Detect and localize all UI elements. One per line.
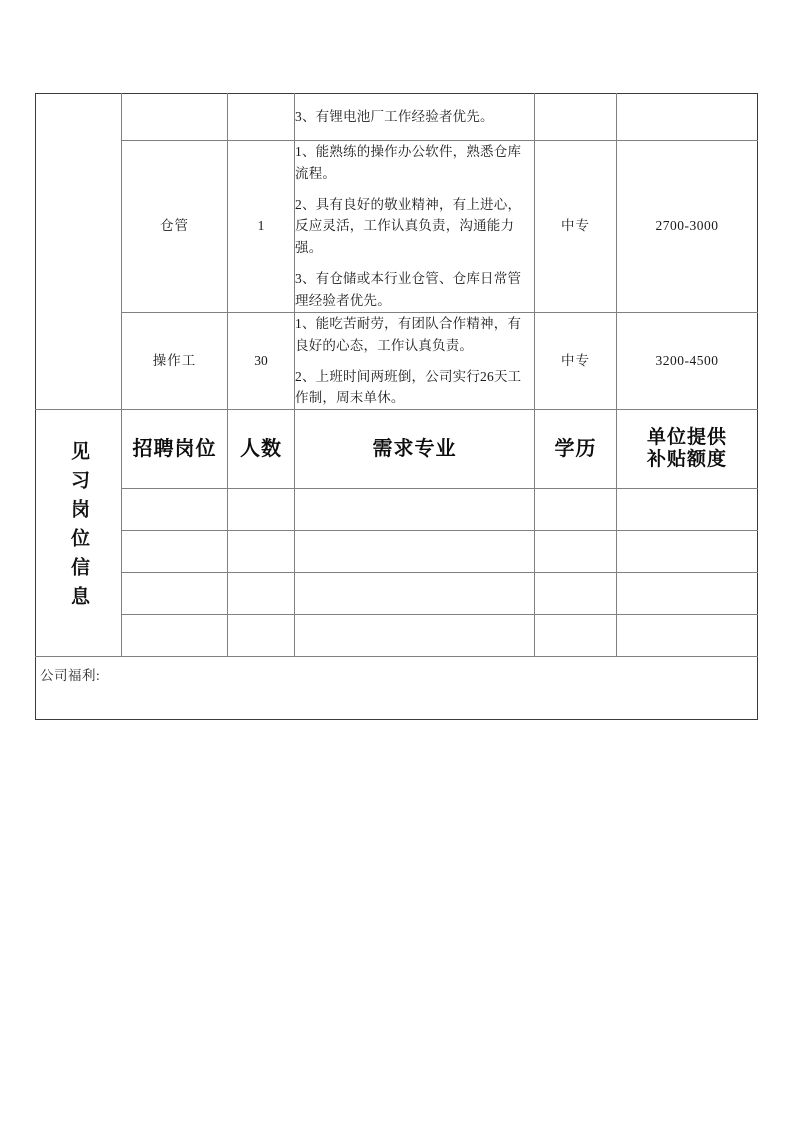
education-cell bbox=[535, 573, 617, 615]
table-row bbox=[36, 573, 758, 615]
subsidy-cell bbox=[617, 573, 758, 615]
benefits-cell bbox=[36, 657, 758, 720]
education-cell bbox=[535, 489, 617, 531]
position-cell: 操作工 bbox=[122, 312, 228, 409]
column-header-headcount: 人数 bbox=[228, 410, 295, 489]
requirement-line: 2、上班时间两班倒，公司实行26天工作制，周末单休。 bbox=[295, 368, 522, 406]
position-cell bbox=[122, 531, 228, 573]
education-cell: 中专 bbox=[535, 312, 617, 409]
requirement-line: 2、具有良好的敬业精神，有上进心，反应灵活，工作认真负责，沟通能力强。 bbox=[295, 196, 522, 256]
salary-cell: 3200-4500 bbox=[617, 312, 758, 409]
requirement-line: 1、能熟练的操作办公软件，熟悉仓库流程。 bbox=[295, 143, 522, 181]
headcount-cell bbox=[228, 573, 295, 615]
table-row bbox=[36, 312, 758, 409]
subsidy-cell bbox=[617, 489, 758, 531]
requirements-cell-continuation bbox=[295, 94, 535, 141]
subsidy-cell bbox=[617, 615, 758, 657]
education-cell bbox=[535, 531, 617, 573]
education-cell: 中专 bbox=[535, 140, 617, 312]
table-row-continuation bbox=[36, 94, 758, 141]
major-cell bbox=[295, 573, 535, 615]
requirement-line: 3、有仓储或本行业仓管、仓库日常管理经验者优先。 bbox=[295, 271, 522, 309]
position-cell-continuation bbox=[122, 94, 228, 141]
major-cell bbox=[295, 615, 535, 657]
column-header-subsidy-line1: 单位提供 bbox=[646, 426, 727, 448]
requirements-cell bbox=[295, 140, 535, 312]
benefits-label: 公司福利: bbox=[40, 668, 101, 684]
column-header-education: 学历 bbox=[535, 410, 617, 489]
column-header-major: 需求专业 bbox=[295, 410, 535, 489]
requirements-cell bbox=[295, 312, 535, 409]
position-cell bbox=[122, 489, 228, 531]
subsidy-cell bbox=[617, 531, 758, 573]
headcount-cell bbox=[228, 531, 295, 573]
table-row bbox=[36, 489, 758, 531]
major-cell bbox=[295, 489, 535, 531]
education-cell bbox=[535, 615, 617, 657]
headcount-cell bbox=[228, 489, 295, 531]
internship-section-label: 见习岗位信息 bbox=[68, 441, 89, 616]
recruitment-table bbox=[35, 93, 758, 720]
position-cell: 仓管 bbox=[122, 140, 228, 312]
column-header-subsidy-line2: 补贴额度 bbox=[646, 449, 727, 471]
headcount-cell bbox=[228, 615, 295, 657]
major-cell bbox=[295, 531, 535, 573]
salary-cell: 2700-3000 bbox=[617, 140, 758, 312]
salary-cell-continuation bbox=[617, 94, 758, 141]
headcount-cell: 30 bbox=[228, 312, 295, 409]
table-row bbox=[36, 531, 758, 573]
benefits-row bbox=[36, 657, 758, 720]
headcount-cell: 1 bbox=[228, 140, 295, 312]
headcount-cell-continuation bbox=[228, 94, 295, 141]
education-cell-continuation bbox=[535, 94, 617, 141]
upper-section-label-cell bbox=[36, 94, 122, 410]
column-header-subsidy bbox=[617, 410, 758, 489]
internship-header-row bbox=[36, 410, 758, 489]
internship-section-label-cell bbox=[36, 410, 122, 657]
table-row bbox=[36, 615, 758, 657]
table-row bbox=[36, 140, 758, 312]
requirement-line: 3、有锂电池厂工作经验者优先。 bbox=[295, 109, 494, 124]
position-cell bbox=[122, 573, 228, 615]
requirement-line: 1、能吃苦耐劳，有团队合作精神，有良好的心态，工作认真负责。 bbox=[295, 315, 522, 353]
column-header-position: 招聘岗位 bbox=[122, 410, 228, 489]
position-cell bbox=[122, 615, 228, 657]
